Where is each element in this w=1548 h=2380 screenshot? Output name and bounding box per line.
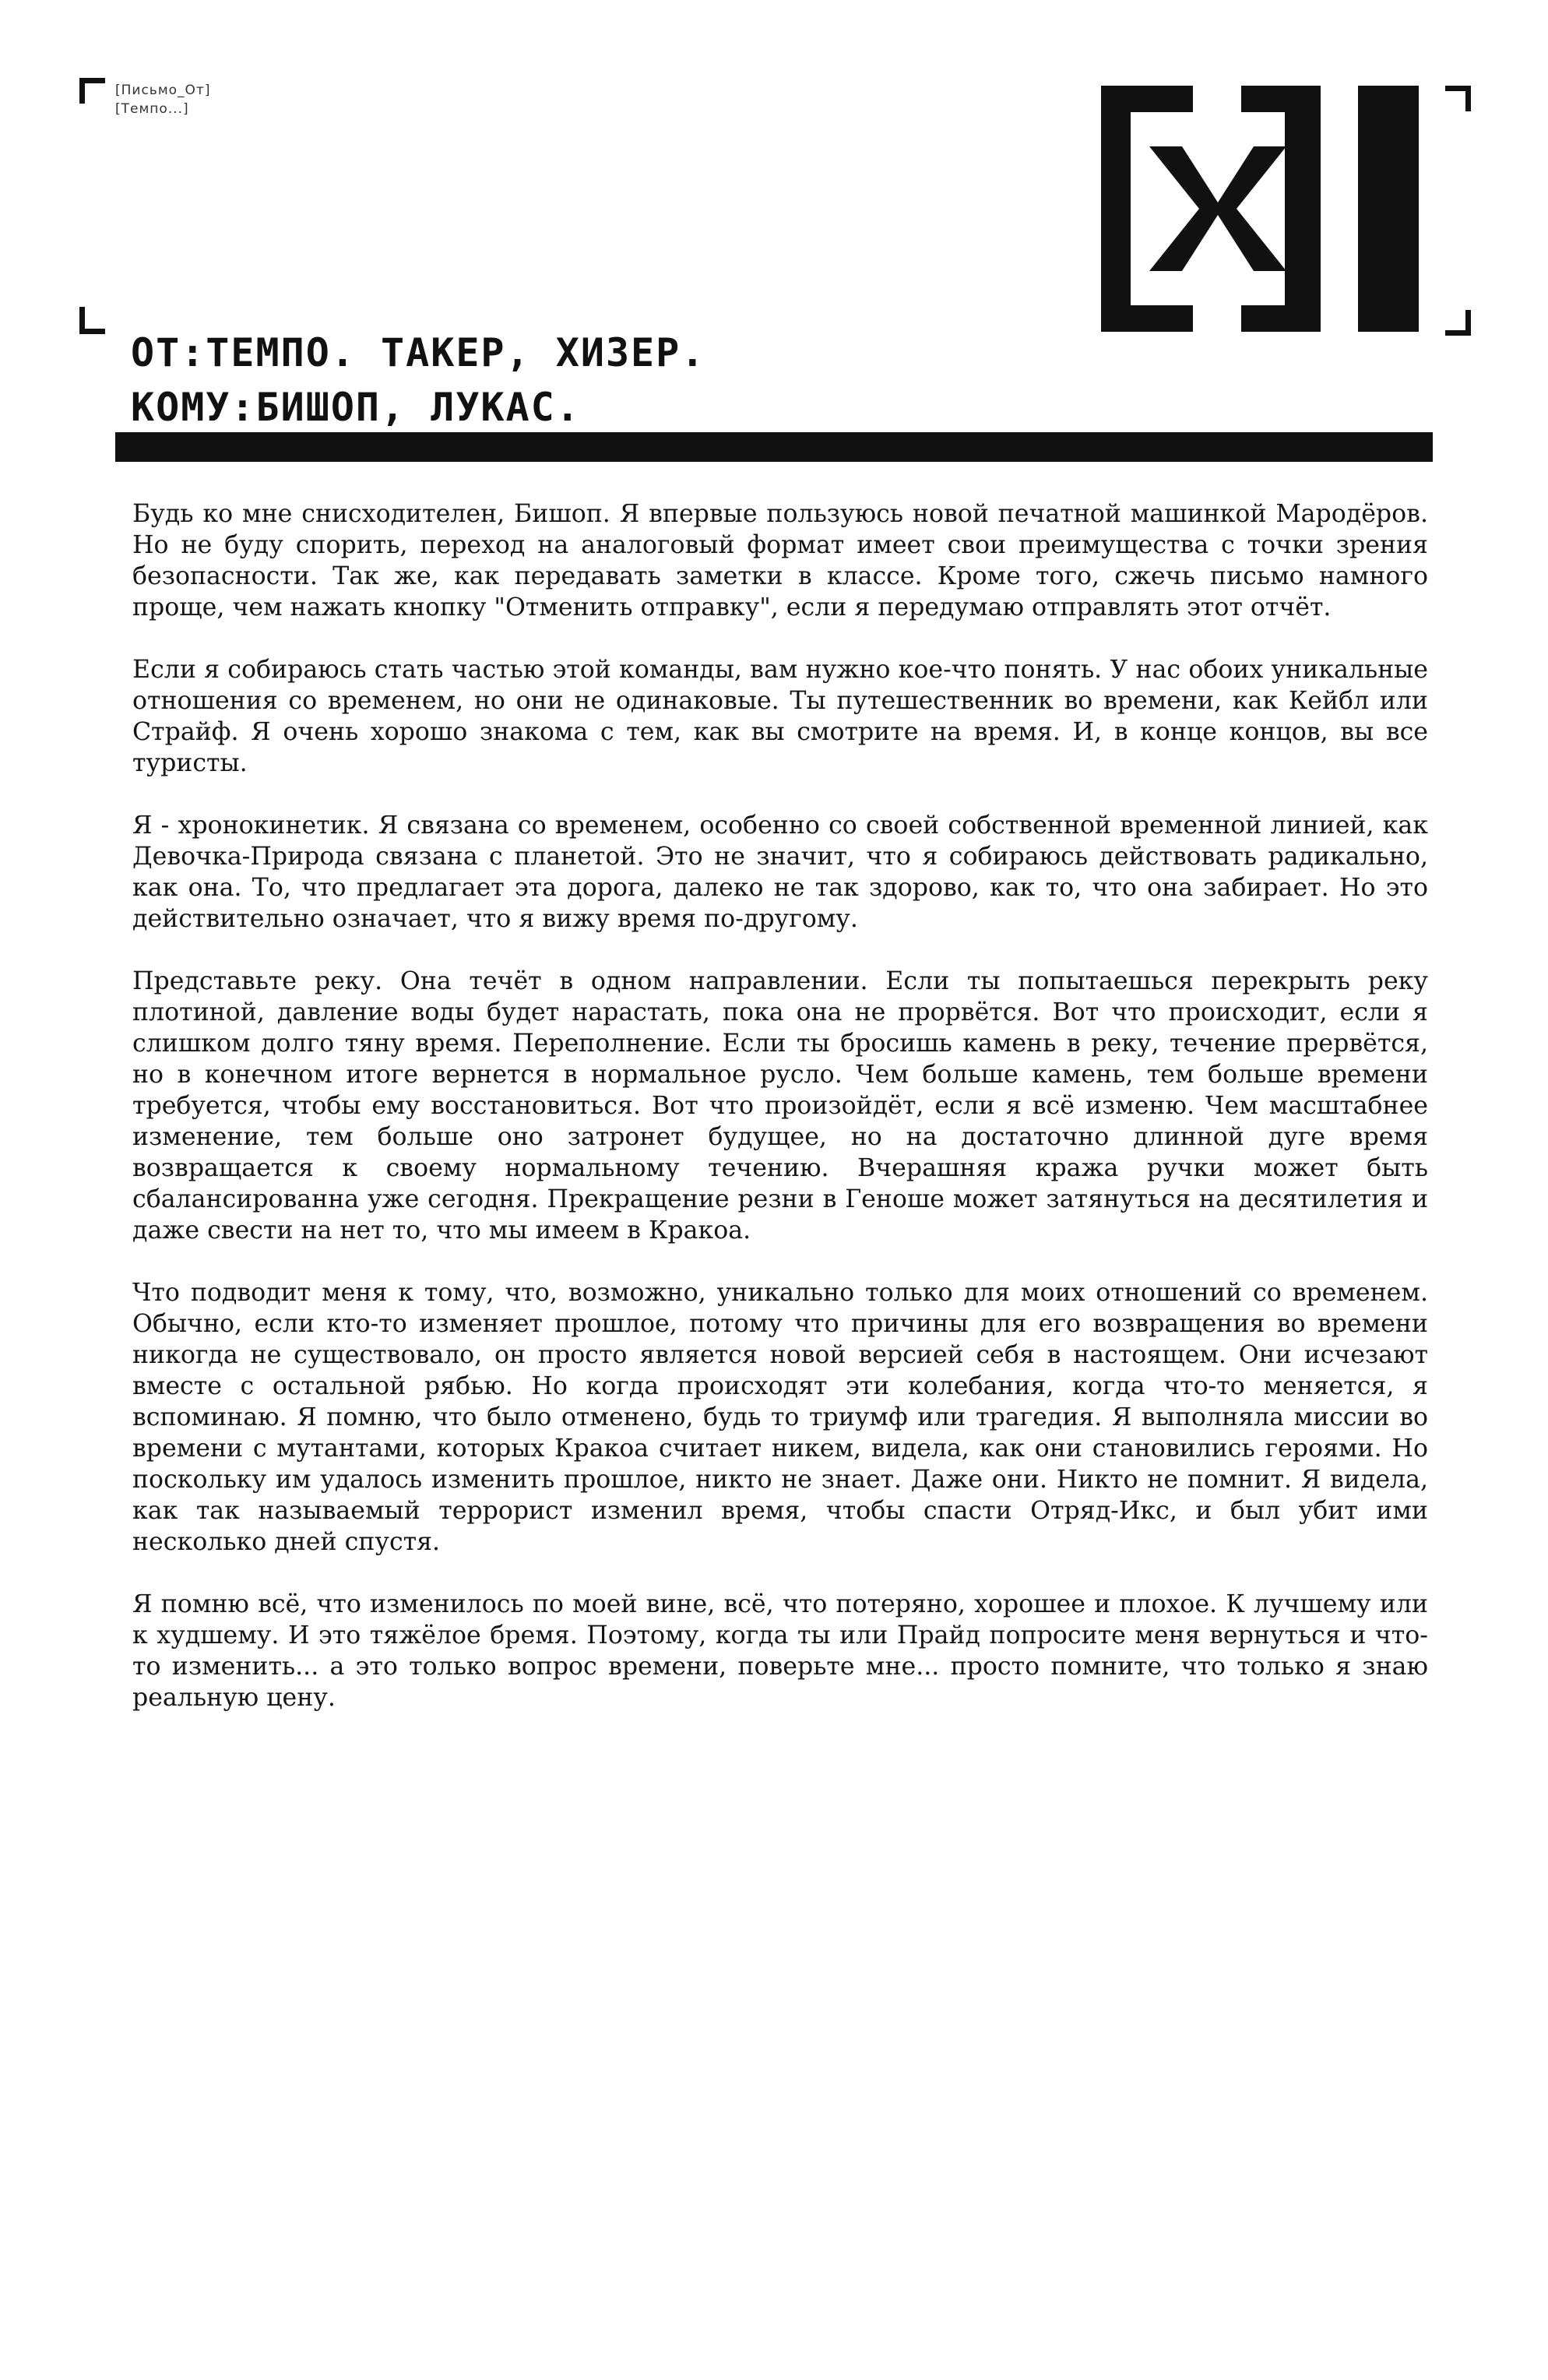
corner-bracket-top-right xyxy=(1445,86,1471,111)
letter-body xyxy=(132,498,1428,1745)
file-label-line-1: [Письмо_От] xyxy=(115,83,211,98)
corner-bracket-bottom-right xyxy=(1445,310,1471,336)
file-label xyxy=(115,81,210,118)
letter-header xyxy=(131,326,705,435)
file-label-line-2: [Темпо...] xyxy=(115,101,189,117)
paragraph-4: Представьте реку. Она течёт в одном направлении. Если ты попытаешься перекрыть реку плотиной, давление воды будет нарастать, пока она не прорвётся. Вот что происходит, если я слишком долго тяну время. Переполнение. Если ты бросишь камень в реку, течение прервётся, но в конечном итоге вернется в нормальное русло. Чем больше камень, тем больше времени требуется, чтобы ему восстановиться. Вот что произойдёт, если я всё изменю. Чем масштабнее изменение, тем больше оно затронет будущее, но на достаточно длинной дуге время возвращается к своему нормальному течению. Вчерашняя кража ручки может быть сбалансированна уже сегодня. Прекращение резни в Геноше может затянуться на десятилетия и даже свести на нет то, что мы имеем в Кракоа. xyxy=(132,967,1428,1245)
paragraph-3: Я - хронокинетик. Я связана со временем, особенно со своей собственной временной линией, как Девочка-Природа связана с планетой. Это не значит, что я собираюсь действовать радикально, как она. То, что предлагает эта дорога, далеко не так здорово, как то, что она забирает. Но это действительно означает, что я вижу время по-другому. xyxy=(132,812,1428,933)
paragraph-2: Если я собираюсь стать частью этой команды, вам нужно кое-что понять. У нас обоих уникальные отношения со временем, но они не одинаковые. Ты путешественник во времени, как Кейбл или Страйф. Я очень хорошо знакома с тем, как вы смотрите на время. И, в конце концов, вы все туристы. xyxy=(132,656,1428,777)
paragraph-1: Будь ко мне снисходителен, Бишоп. Я впервые пользуюсь новой печатной машинкой Мародёров. Но не буду спорить, переход на аналоговый формат имеет свои преимущества с точки зрения безопасности. Так же, как передавать заметки в классе. Кроме того, сжечь письмо намного проще, чем нажать кнопку "Отменить отправку", если я передумаю отправлять этот отчёт. xyxy=(132,500,1428,621)
header-from: ОТ:ТЕМПО. ТАКЕР, ХИЗЕР. xyxy=(131,330,706,375)
corner-bracket-top-left xyxy=(79,78,105,104)
corner-bracket-bottom-left xyxy=(79,307,105,334)
x-men-logo-icon xyxy=(1101,86,1419,332)
header-divider xyxy=(115,432,1433,462)
paragraph-6: Я помню всё, что изменилось по моей вине, всё, что потеряно, хорошее и плохое. К лучшему или к худшему. И это тяжёлое бремя. Поэтому, когда ты или Прайд попросите меня вернуться и что-то изменить... а это только вопрос времени, поверьте мне... просто помните, что только я знаю реальную цену. xyxy=(132,1590,1428,1712)
header-to: КОМУ:БИШОП, ЛУКАС. xyxy=(131,385,581,430)
paragraph-5: Что подводит меня к тому, что, возможно, уникально только для моих отношений со временем. Обычно, если кто-то изменяет прошлое, потому что причины для его возвращения во времени никогда не существовало, он просто является новой версией себя в настоящем. Они исчезают вместе с остальной рябью. Но когда происходят эти колебания, когда что-то меняется, я вспоминаю. Я помню, что было отменено, будь то триумф или трагедия. Я выполняла миссии во времени с мутантами, которых Кракоа считает никем, видела, как они становились героями. Но поскольку им удалось изменить прошлое, никто не знает. Даже они. Никто не помнит. Я видела, как так называемый террорист изменил время, чтобы спасти Отряд-Икс, и был убит ими несколько дней спустя. xyxy=(132,1279,1428,1556)
